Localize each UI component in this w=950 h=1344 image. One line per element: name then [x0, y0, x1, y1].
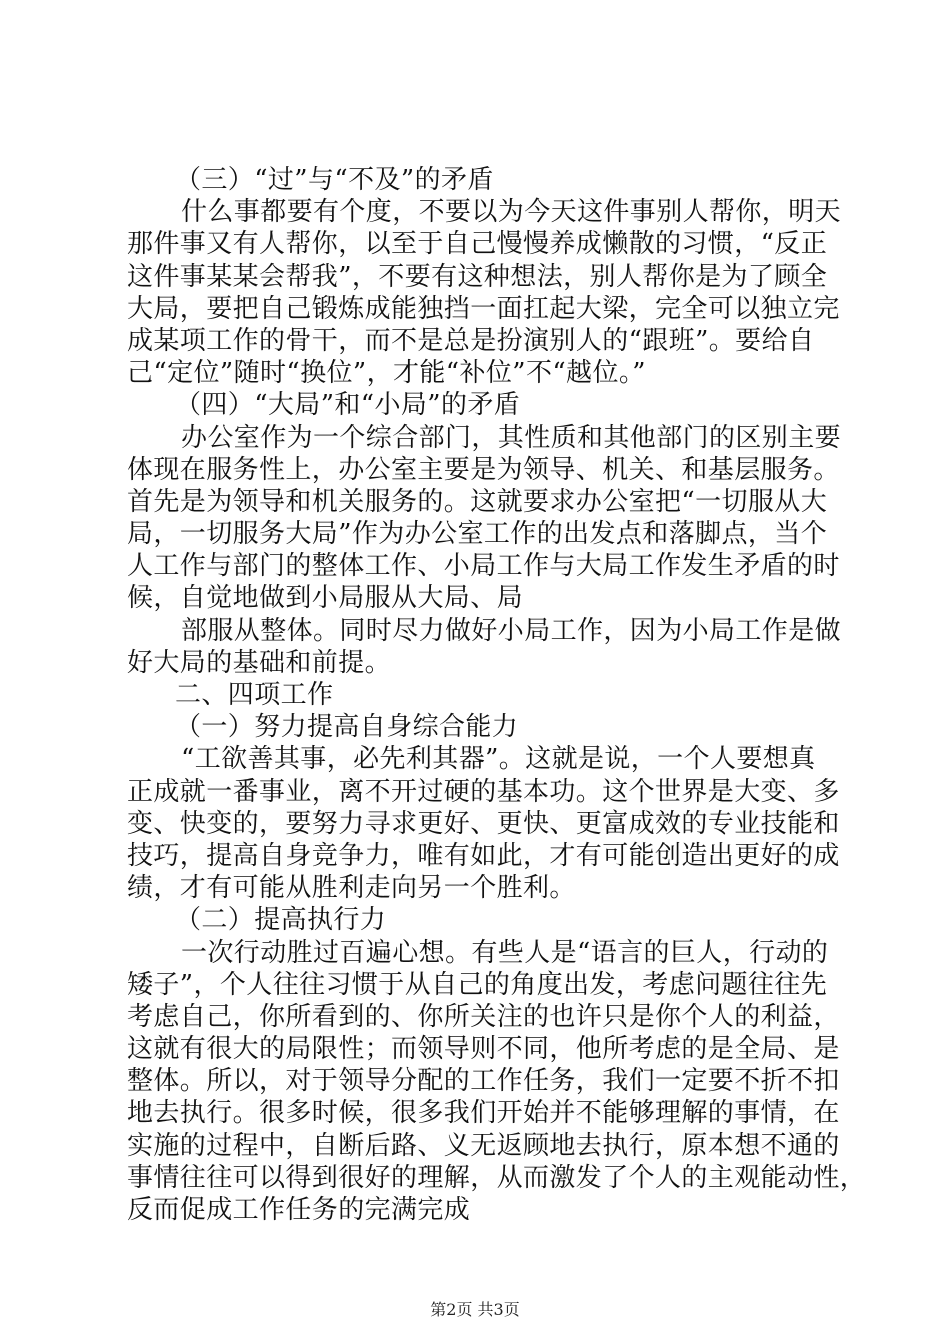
text-line: 技巧，提高自身竞争力，唯有如此，才有可能创造出更好的成: [127, 840, 840, 871]
text-line: 成某项工作的骨干，而不是总是扮演别人的“跟班”。要给自: [127, 325, 815, 356]
text-line: 什么事都要有个度，不要以为今天这件事别人帮你，明天: [181, 197, 842, 228]
section-heading: 二、四项工作: [175, 680, 334, 710]
text-line: 地去执行。很多时候，很多我们开始并不能够理解的事情，在: [127, 1098, 840, 1129]
text-line: 矮子”，个人往往习惯于从自己的角度出发，考虑问题往往先: [127, 969, 828, 1000]
text-line: “工欲善其事，必先利其器”。这就是说，一个人要想真: [181, 744, 816, 775]
text-line: 反而促成工作任务的完满完成: [127, 1195, 471, 1225]
text-line: 局，一切服务大局”作为办公室工作的出发点和落脚点，当个: [127, 519, 828, 550]
text-line: 实施的过程中，自断后路、义无返顾地去执行，原本想不通的: [127, 1130, 840, 1161]
text-line: 体现在服务性上，办公室主要是为领导、机关、和基层服务。: [127, 454, 840, 485]
text-line: 整体。所以，对于领导分配的工作任务，我们一定要不折不扣: [127, 1066, 840, 1097]
text-line: 大局，要把自己锻炼成能独挡一面扛起大梁，完全可以独立完: [127, 293, 840, 324]
text-line: 首先是为领导和机关服务的。这就要求办公室把“一切服从大: [127, 486, 828, 517]
text-line: 部服从整体。同时尽力做好小局工作，因为小局工作是做: [181, 615, 842, 646]
section-heading: （二）提高执行力: [175, 905, 387, 936]
text-line: 候，自觉地做到小局服从大局、局: [127, 583, 524, 614]
text-line: 变、快变的，要努力寻求更好、更快、更富成效的专业技能和: [127, 808, 840, 839]
text-line: 正成就一番事业，离不开过硬的基本功。这个世界是大变、多: [127, 776, 840, 807]
text-line: 己“定位”随时“换位”，才能“补位”不“越位。”: [127, 358, 646, 389]
section-heading: （三）“过”与“不及”的矛盾: [175, 165, 494, 195]
text-line: 一次行动胜过百遍心想。有些人是“语言的巨人，行动的: [181, 937, 829, 968]
page-footer: 第2页 共3页: [430, 1300, 520, 1319]
text-line: 这件事某某会帮我”，不要有这种想法，别人帮你是为了顾全: [127, 261, 828, 292]
text-line: 这就有很大的局限性；而领导则不同，他所考虑的是全局、是: [127, 1034, 840, 1065]
text-line: 办公室作为一个综合部门，其性质和其他部门的区别主要: [181, 422, 842, 453]
section-heading: （一）努力提高自身综合能力: [175, 712, 519, 743]
text-line: 事情往往可以得到很好的理解，从而激发了个人的主观能动性，: [127, 1162, 867, 1193]
text-line: 那件事又有人帮你，以至于自己慢慢养成懒散的习惯，“反正: [127, 229, 828, 260]
text-line: 好大局的基础和前提。: [127, 647, 392, 678]
document-body: [127, 164, 867, 1226]
text-line: 考虑自己，你所看到的、你所关注的也许只是你个人的利益，: [127, 1001, 840, 1032]
text-line: 绩，才有可能从胜利走向另一个胜利。: [127, 873, 576, 904]
section-heading: （四）“大局”和“小局”的矛盾: [175, 390, 521, 421]
text-line: 人工作与部门的整体工作、小局工作与大局工作发生矛盾的时: [127, 551, 840, 582]
